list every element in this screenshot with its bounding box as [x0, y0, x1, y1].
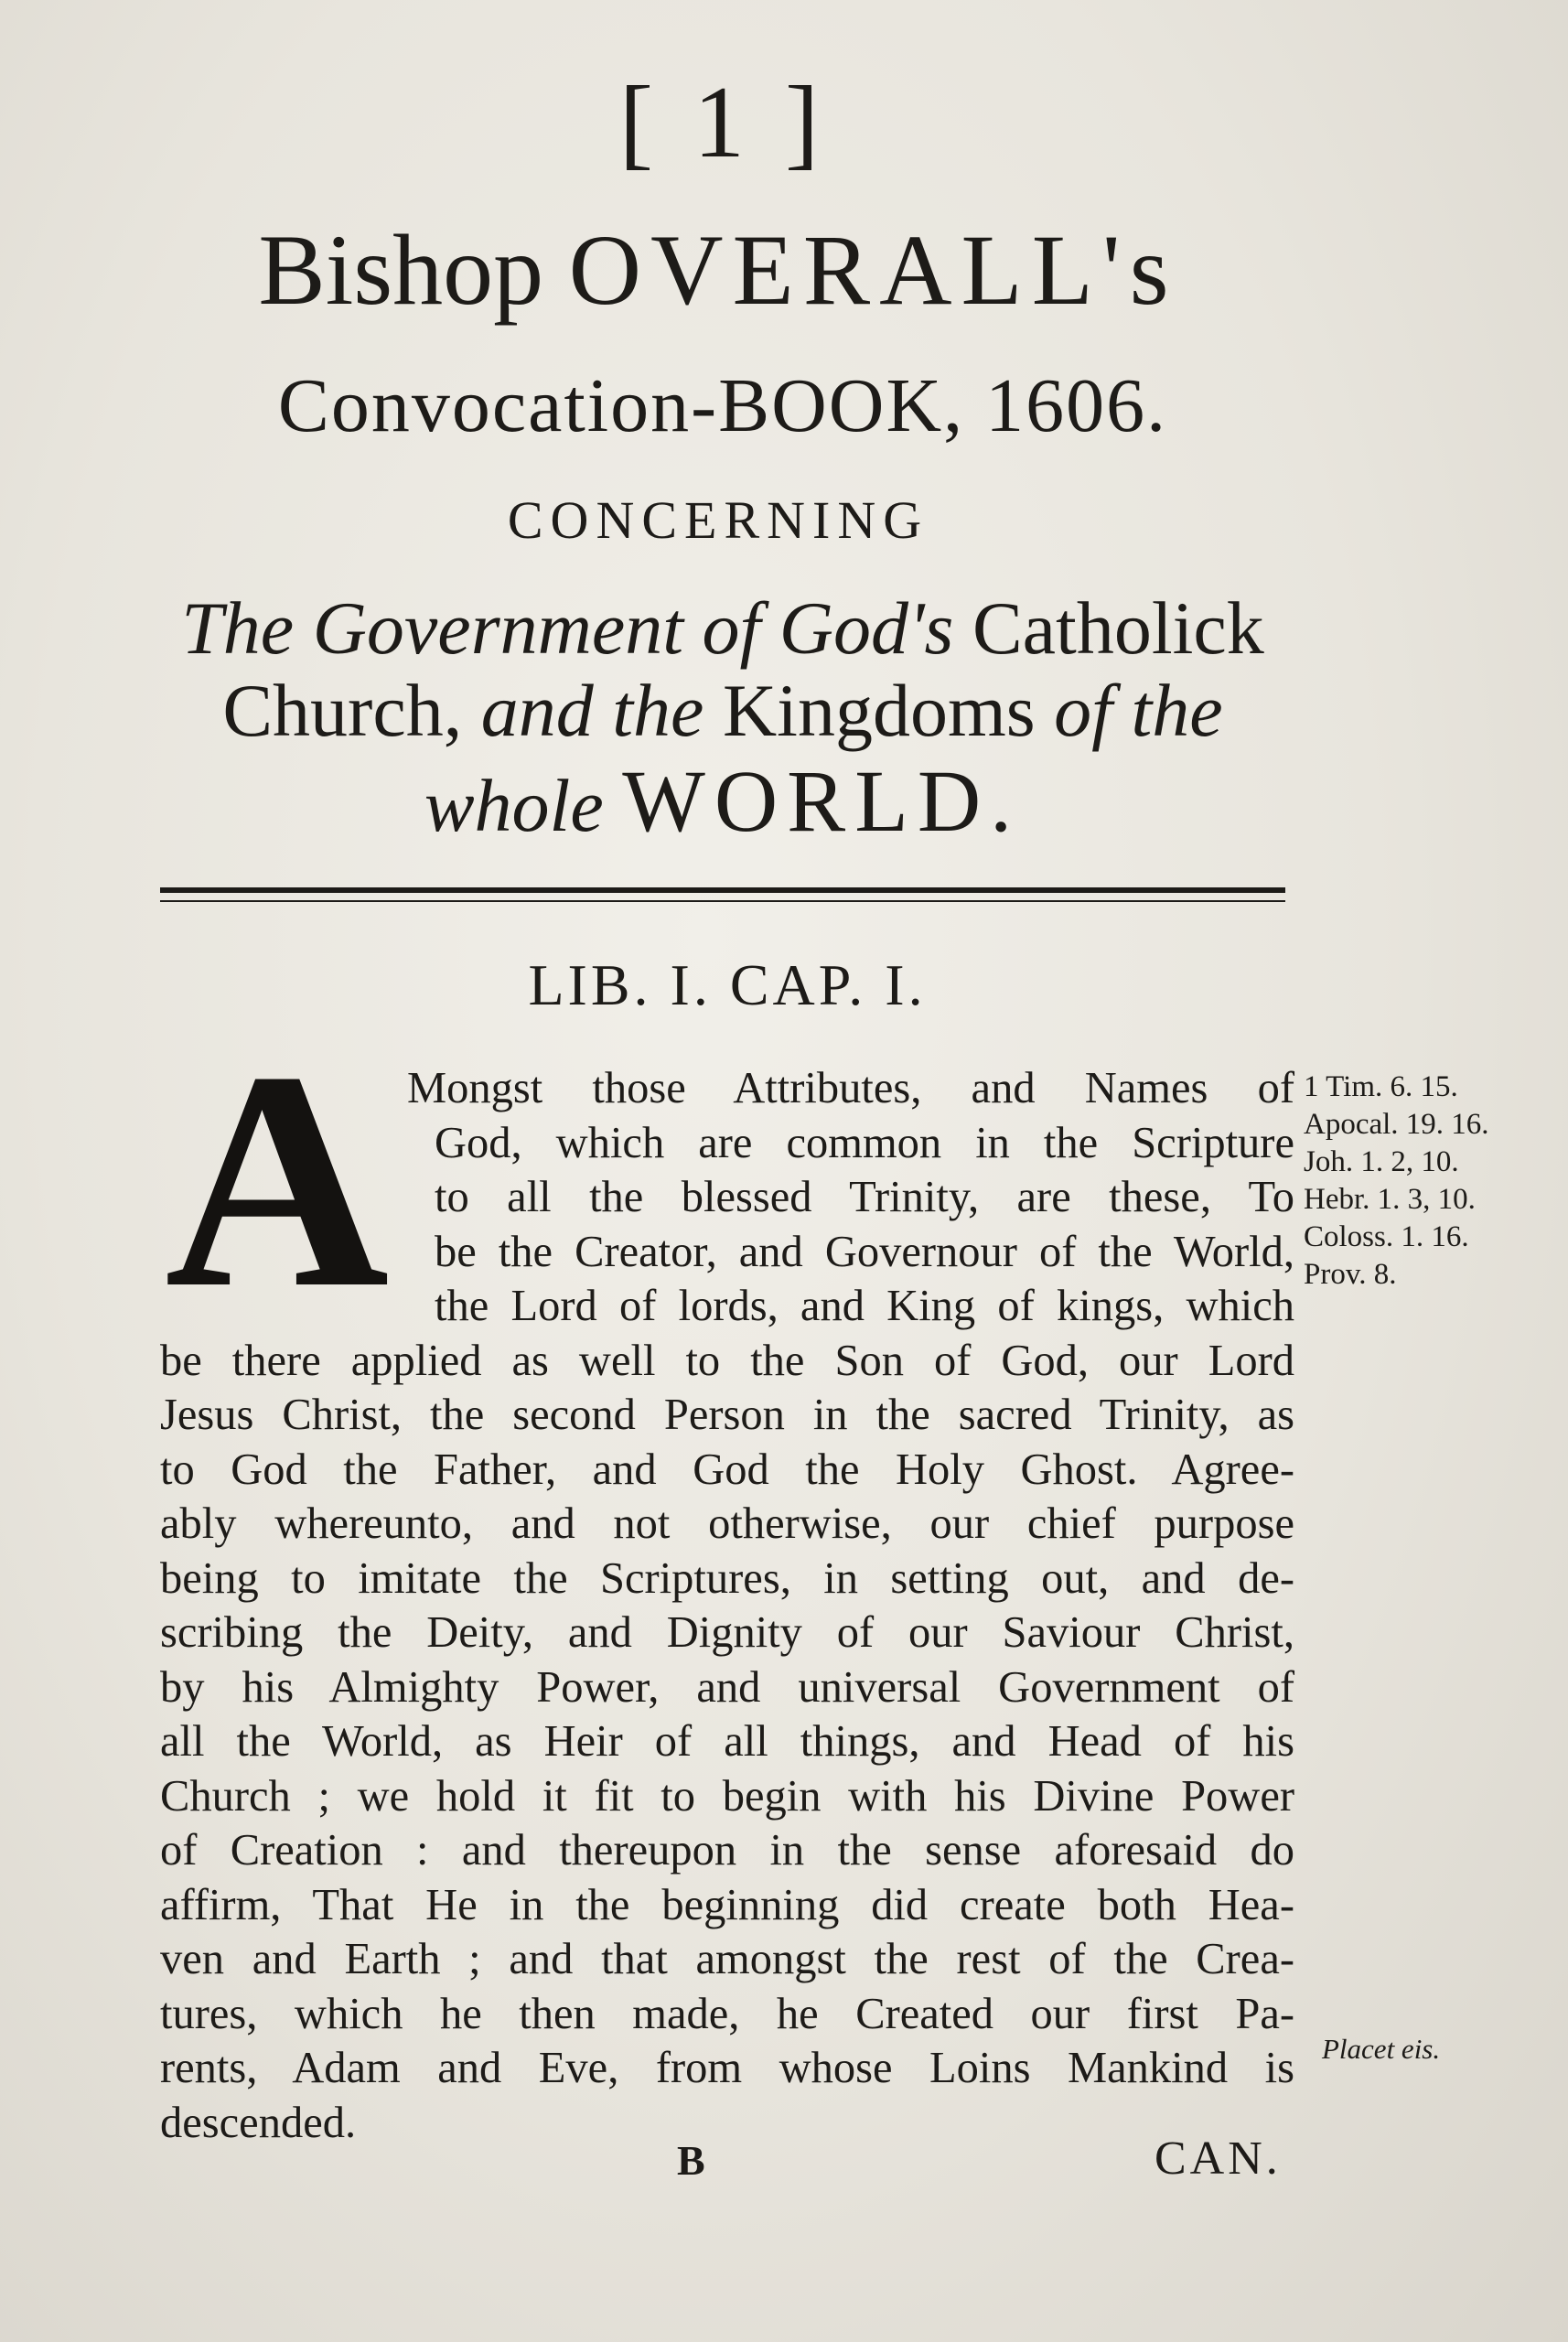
margin-note: 1 Tim. 6. 15.	[1304, 1070, 1458, 1103]
catchword: CAN.	[1155, 2133, 1282, 2185]
body-line: to God the Father, and God the Holy Ghost. Agree-	[160, 1445, 1294, 1494]
body-line: descended.	[160, 2098, 357, 2147]
drop-cap: A	[165, 1007, 390, 1352]
title-rule	[160, 887, 1285, 893]
subtitle-and-the: and the	[480, 669, 704, 752]
title-overall: OVERALL's	[568, 214, 1178, 326]
subtitle-of-the: of the	[1054, 669, 1223, 752]
body-line: being to imitate the Scriptures, in setting out, and de-	[160, 1553, 1294, 1603]
subtitle-catholick: Catholick	[953, 586, 1264, 670]
body-line: ven and Earth ; and that amongst the rest of the Crea-	[160, 1935, 1294, 1983]
body-line: God, which are common in the Scripture	[435, 1118, 1294, 1167]
margin-note: Apocal. 19. 16.	[1304, 1108, 1489, 1141]
body-line: be the Creator, and Governour of the World,	[435, 1227, 1294, 1276]
body-line: Church ; we hold it fit to begin with his Divine Power	[160, 1771, 1294, 1821]
body-line: Jesus Christ, the second Person in the sacred Trinity, as	[160, 1391, 1294, 1439]
body-line: to all the blessed Trinity, are these, To	[435, 1173, 1294, 1221]
chapter-heading: LIB. I. CAP. I.	[528, 952, 927, 1017]
subtitle-line-2	[156, 668, 1290, 754]
title-bishop: Bishop	[258, 214, 569, 326]
body-line: by his Almighty Power, and universal Government of	[160, 1662, 1294, 1712]
body-text	[160, 1061, 1294, 2150]
body-line: of Creation : and thereupon in the sense aforesaid do	[160, 1826, 1294, 1875]
margin-notes	[1304, 1069, 1541, 1294]
page-number: [ 1 ]	[618, 66, 827, 179]
title-rule-thin	[160, 900, 1285, 902]
margin-note: Hebr. 1. 3, 10.	[1304, 1183, 1476, 1216]
title-line-2: Convocation-BOOK, 1606.	[277, 363, 1168, 448]
title-line-1	[0, 212, 1436, 328]
body-line: Mongst those Attributes, and Names of	[407, 1064, 1294, 1112]
signature-mark: B	[677, 2137, 705, 2184]
margin-note: Coloss. 1. 16.	[1304, 1220, 1469, 1253]
subtitle-church: Church,	[222, 669, 481, 752]
body-line: scribing the Deity, and Dignity of our Saviour Christ,	[160, 1608, 1294, 1657]
subtitle-govt: The Government of God's	[181, 586, 954, 670]
placet-note: Placet eis.	[1322, 2033, 1441, 2065]
body-line: affirm, That He in the beginning did create both Hea-	[160, 1880, 1294, 1929]
title-concerning: CONCERNING	[507, 490, 929, 550]
body-line: the Lord of lords, and King of kings, which	[435, 1282, 1294, 1330]
body-line: tures, which he then made, he Created our first Pa-	[160, 1989, 1294, 2038]
margin-note: Joh. 1. 2, 10.	[1304, 1145, 1459, 1178]
subtitle-whole: whole	[424, 764, 623, 847]
subtitle-world: WORLD.	[622, 752, 1022, 850]
subtitle-line-3	[156, 750, 1290, 852]
body-line: ably whereunto, and not otherwise, our chief purpose	[160, 1499, 1294, 1548]
body-line: rents, Adam and Eve, from whose Loins Mankind is	[160, 2044, 1294, 2092]
body-line: all the World, as Heir of all things, and Head of his	[160, 1717, 1294, 1766]
margin-note: Prov. 8.	[1304, 1258, 1397, 1291]
body-line: be there applied as well to the Son of God, our Lord	[160, 1336, 1294, 1385]
subtitle-line-1	[156, 586, 1290, 671]
subtitle-kingdoms: Kingdoms	[703, 669, 1055, 752]
